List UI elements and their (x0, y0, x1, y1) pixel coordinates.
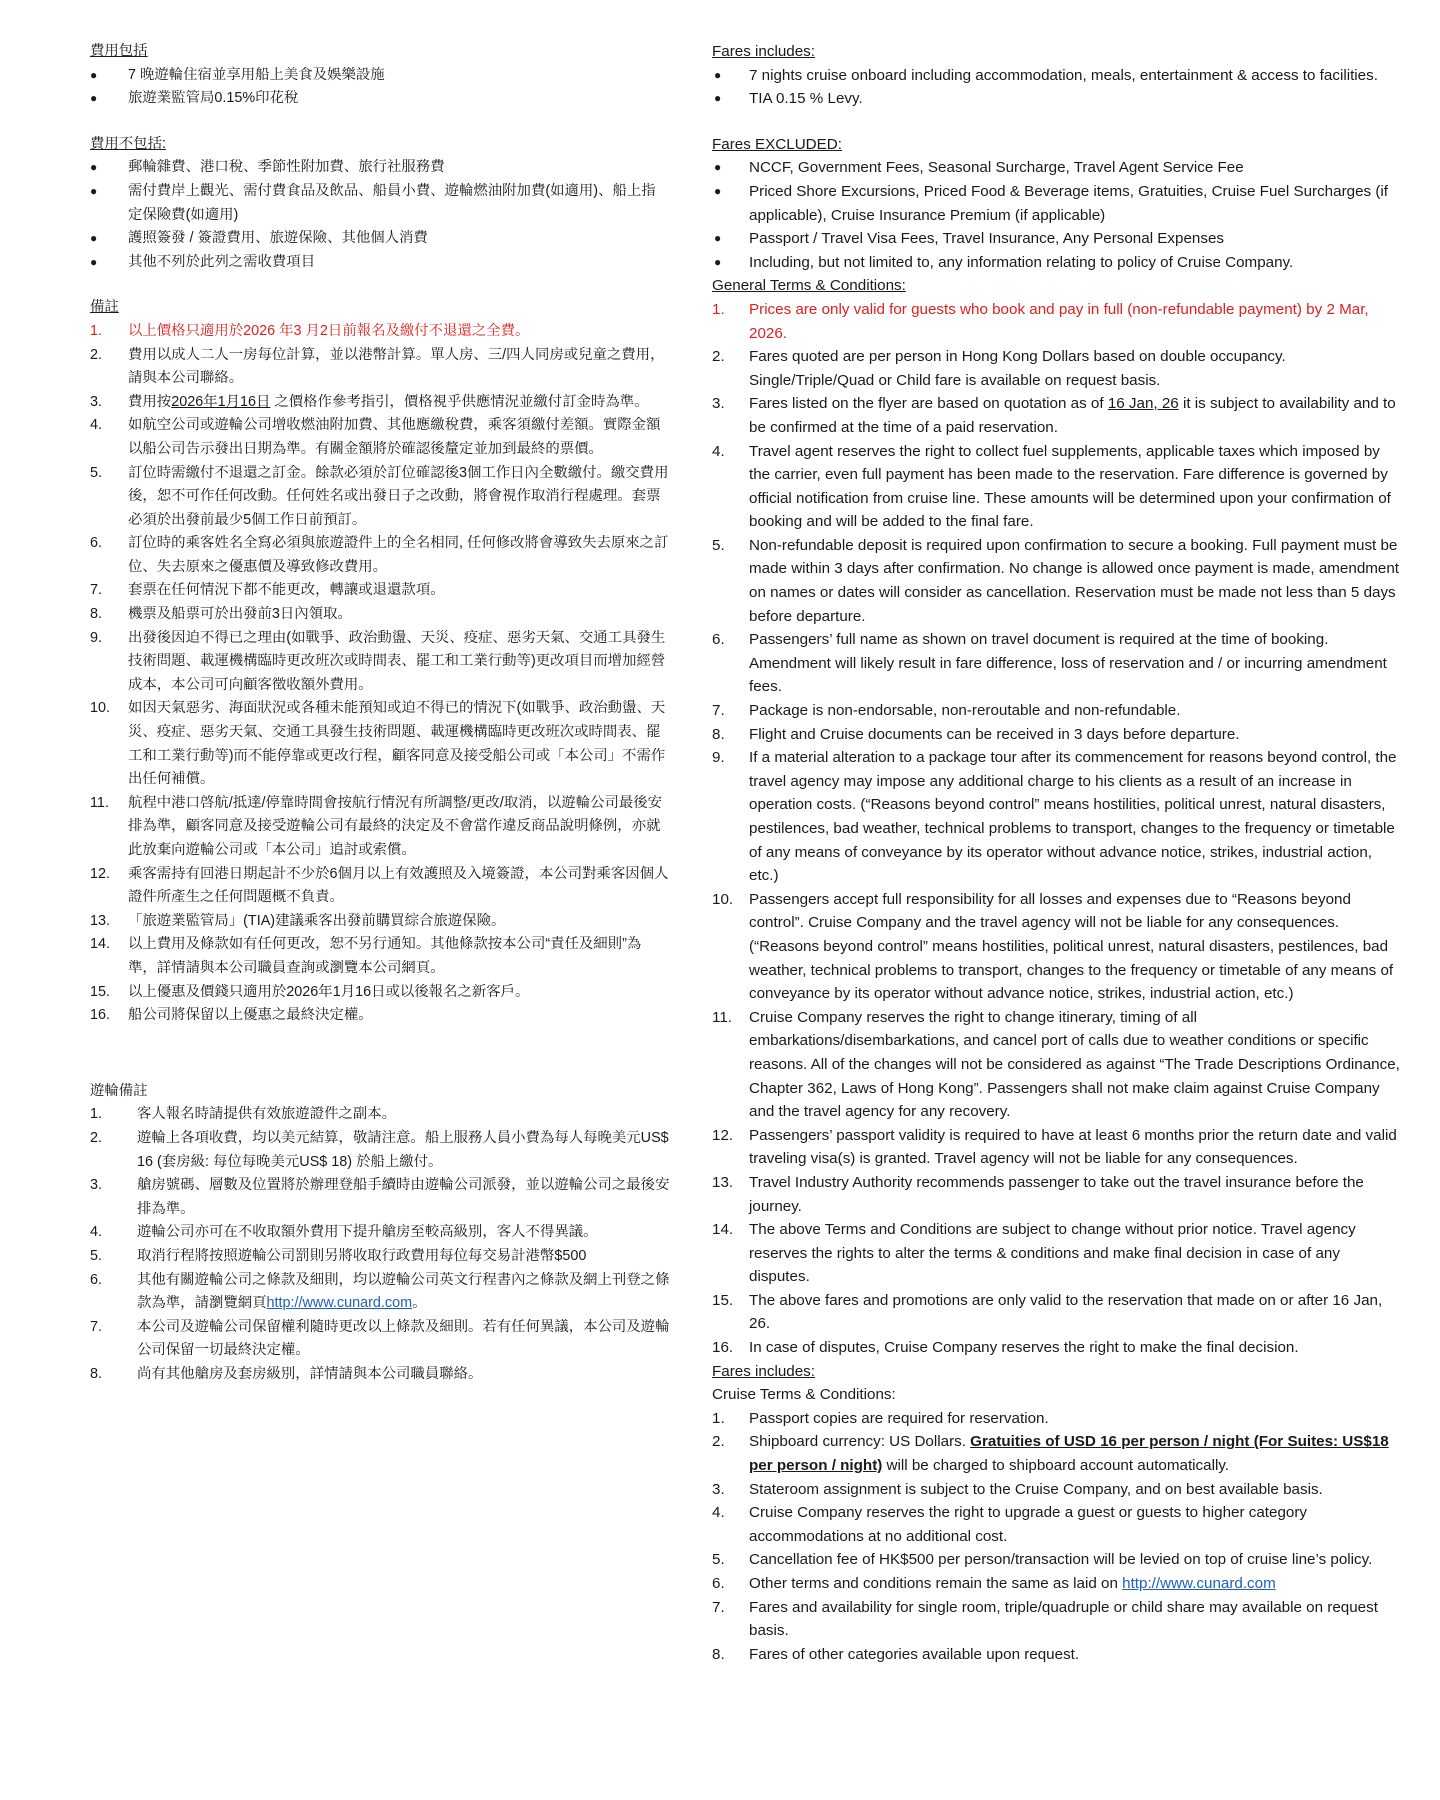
list-item: 4. Travel agent reserves the right to collect fuel supplements, applicable taxes which imposed by the carrier, even full payment has been made to the reservation. Fare difference is governed by official notification from cruise line. These amounts will be determined upon your confirmation of booking and will be added to the final fare. (712, 442, 1391, 531)
date-underlined: 16 Jan, 26 (1107, 395, 1179, 413)
list-item: 6. 其他有關遊輪公司之條款及細則，均以遊輪公司英文行程書內之條款及網上刊登之條款為準，請瀏覽網頁http://www.cunard.com。 (90, 1271, 670, 1312)
list-item: 12. 乘客需持有回港日期起計不少於6個月以上有效護照及入境簽證，本公司對乘客因個人證件所產生之任何問題概不負責。 (90, 865, 669, 906)
list-item: 4. 遊輪公司亦可在不收取額外費用下提升艙房至較高級別，客人不得異議。 (90, 1224, 598, 1241)
zh-notes-list (90, 320, 670, 1028)
zh-excludes-heading: 費用不包括: (90, 135, 166, 152)
en-excludes-heading: Fares EXCLUDED: (712, 135, 842, 153)
gratuities-highlight: Gratuities of USD 16 per person / night (For Suites: US$18 per person / night) (749, 1433, 1389, 1475)
list-item: ● 需付費岸上觀光、需付費食品及飲品、船員小費、遊輪燃油附加費(如適用)、船上指定保險費(如適用) (90, 180, 670, 227)
en-excludes-list (712, 156, 1402, 274)
list-item: 6. 訂位時的乘客姓名全寫必須與旅遊證件上的全名相同, 任何修改將會導致失去原來之訂位、失去原來之優惠價及導致修改費用。 (90, 535, 669, 575)
list-item: 15. 以上優惠及價錢只適用於2026年1月16日或以後報名之新客戶。 (90, 983, 530, 1000)
list-item: ● 旅遊業監管局0.15%印花稅 (90, 87, 670, 111)
list-item: 8. Flight and Cruise documents can be received in 3 days before departure. (712, 725, 1240, 743)
list-item: 1. Passport copies are required for reservation. (712, 1409, 1049, 1427)
list-item: 10. Passengers accept full responsibility for all losses and expenses due to “Reasons beyond control”. Cruise Company and the travel agency will not be liable for any consequences. (“Reasons beyond control” means hostilities, political unrest, natural disasters, pestilences, bad weather, technical problems to transport, changes to the frequency or timetable of any means of conveyance by its operator without advance notice, strikes, industrial action, etc.) (712, 890, 1394, 1003)
list-item: 15. The above fares and promotions are only valid to the reservation that made on or after 16 Jan, 26. (712, 1291, 1383, 1333)
list-item: 4. Cruise Company reserves the right to upgrade a guest or guests to higher category accommodations at no additional cost. (712, 1504, 1308, 1545)
list-item: 14. The above Terms and Conditions are subject to change without prior notice. Travel agency reserves the rights to alter the terms & conditions and make final decision in case of any disputes. (712, 1221, 1356, 1286)
list-item: 6. Other terms and conditions remain the same as laid on http://www.cunard.com (712, 1575, 1276, 1592)
list-item: 11. 航程中港口啓航/抵達/停靠時間會按航行情況有所調整/更改/取消，以遊輪公司最後安排為準，顧客同意及接受遊輪公司有最終的決定及不會當作違反商品說明條例，亦就此放棄向遊輪公司或「本公司」追討或索償。 (90, 794, 663, 858)
list-item: 12. Passengers’ passport validity is required to have at least 6 months prior the return date and valid traveling visa(s) is granted. Travel agency will not be liable for any consequences. (712, 1126, 1397, 1168)
zh-cruise-heading: 遊輪備註 (90, 1082, 148, 1099)
list-item: 1. 客人報名時請提供有效旅遊證件之副本。 (90, 1106, 397, 1123)
zh-notes-heading: 備註 (90, 299, 119, 316)
list-item: 6. Passengers’ full name as shown on travel document is required at the time of booking. Amendment will likely result in fare difference, loss of reservation and / or incurring amendment fees. (712, 631, 1387, 696)
cunard-link[interactable]: http://www.cunard.com (266, 1295, 413, 1312)
zh-excludes-list (90, 156, 670, 274)
list-item: 5. 取消行程將按照遊輪公司罰則另將收取行政費用每位每交易計港幣$500 (90, 1247, 587, 1264)
list-item: 1. 以上價格只適用於2026 年3 月2日前報名及繳付不退還之全費。 (90, 322, 530, 339)
list-item: 2. 費用以成人二人一房每位計算，並以港幣計算。單人房、三/四人同房或兒童之費用，請與本公司聯絡。 (90, 346, 665, 387)
list-item: 8. 機票及船票可於出發前3日內領取。 (90, 606, 352, 623)
list-item: 16. 船公司將保留以上優惠之最終決定權。 (90, 1007, 373, 1024)
list-item: ● Priced Shore Excursions, Priced Food & Beverage items, Gratuities, Cruise Fuel Surcharges (if applicable), Cruise Insurance Premium (if applicable) (712, 180, 1402, 227)
list-item: 13. Travel Industry Authority recommends passenger to take out the travel insurance before the journey. (712, 1173, 1364, 1215)
list-item: 5. Cancellation fee of HK$500 per person/transaction will be levied on top of cruise line’s policy. (712, 1551, 1373, 1569)
zh-cruise-list (90, 1103, 670, 1386)
list-item: 2. Shipboard currency: US Dollars. Gratuities of USD 16 per person / night (For Suites: US$18 per person / night) will be charged to shipboard account automatically. (712, 1433, 1389, 1475)
list-item: 8. Fares of other categories available upon request. (712, 1645, 1080, 1663)
list-item: 2. Fares quoted are per person in Hong Kong Dollars based on double occupancy. Single/Triple/Quad or Child fare is available on request basis. (712, 348, 1286, 389)
list-item: 5. Non-refundable deposit is required upon confirmation to secure a booking. Full payment must be made within 3 days after confirmation. No change is allowed once payment is made, amendment on names or dates will consider as cancellation. Reservation must be made not less than 5 days before departure. (712, 536, 1400, 625)
en-terms-list (712, 298, 1402, 1360)
list-item: 9. If a material alteration to a package tour after its commencement for reasons beyond control, the travel agency may impose any additional charge to his clients as a result of an increase in operation costs. (“Reasons beyond control” means hostilities, political unrest, natural disasters, pestilences, bad weather, technical problems to transport, changes to the frequency or timetable of any means of conveyance by its operator without advance notice, strikes, industrial action, etc.) (712, 749, 1397, 885)
list-item: ● 郵輪雜費、港口稅、季節性附加費、旅行社服務費 (90, 156, 670, 180)
list-item: 3. Stateroom assignment is subject to the Cruise Company, and on best available basis. (712, 1480, 1323, 1498)
list-item: 7. Package is non-endorsable, non-reroutable and non-refundable. (712, 702, 1181, 720)
english-column (712, 40, 1402, 1666)
list-item: 7. 套票在任何情況下都不能更改，轉讓或退還款項。 (90, 582, 445, 599)
en-cruise-list (712, 1407, 1402, 1667)
list-item: 13. 「旅遊業監管局」(TIA)建議乘客出發前購買綜合旅遊保險。 (90, 912, 506, 929)
chinese-column (90, 40, 670, 1386)
zh-includes-heading: 費用包括 (90, 43, 148, 59)
list-item: 3. Fares listed on the flyer are based on quotation as of 16 Jan, 26 it is subject to availability and to be confirmed at the time of a paid reservation. (712, 395, 1396, 436)
list-item: ● 其他不列於此列之需收費項目 (90, 251, 670, 275)
list-item: 3. 費用按2026年1月16日 之價格作參考指引，價格視乎供應情況並繳付訂金時為準。 (90, 393, 649, 410)
list-item: ● TIA 0.15 % Levy. (712, 87, 1402, 111)
list-item: 9. 出發後因迫不得已之理由(如戰爭、政治動盪、天災、疫症、惡劣天氣、交通工具發生技術問題、載運機構臨時更改班次或時間表、罷工和工業行動等)更改項目而增加經營成本，本公司可向顧客徵收額外費用。 (90, 629, 666, 693)
en-includes-heading: Fares includes: (712, 43, 815, 60)
zh-includes-list (90, 64, 670, 111)
list-item: 8. 尚有其他艙房及套房級別，詳情請與本公司職員聯絡。 (90, 1365, 483, 1382)
en-fares-heading-2: Fares includes: (712, 1362, 815, 1380)
list-item: 14. 以上費用及條款如有任何更改，恕不另行通知。其他條款按本公司“責任及細則”為準，詳情請與本公司職員查詢或瀏覽本公司網頁。 (90, 936, 642, 976)
en-cruise-heading: Cruise Terms & Conditions: (712, 1386, 896, 1404)
list-item: 7. 本公司及遊輪公司保留權利隨時更改以上條款及細則。若有任何異議，本公司及遊輪公司保留一切最終決定權。 (90, 1318, 670, 1359)
list-item: ● 7 nights cruise onboard including accommodation, meals, entertainment & access to facilities. (712, 64, 1402, 88)
list-item: 7. Fares and availability for single room, triple/quadruple or child share may available on request basis. (712, 1598, 1378, 1640)
list-item: 3. 艙房號碼、層數及位置將於辦理登船手續時由遊輪公司派發，並以遊輪公司之最後安排為準。 (90, 1177, 670, 1217)
list-item: ● Including, but not limited to, any information relating to policy of Cruise Company. (712, 251, 1402, 275)
list-item: 10. 如因天氣惡劣、海面狀況或各種未能預知或迫不得已的情況下(如戰爭、政治動盪、天災、疫症、惡劣天氣、交通工具發生技術問題、載運機構臨時更改班次或時間表、罷工和工業行動等)而不能停靠或更改行程，顧客同意及接受船公司或「本公司」不需作出任何補償。 (90, 700, 666, 788)
list-item: 16. In case of disputes, Cruise Company reserves the right to make the final decision. (712, 1339, 1299, 1357)
list-item: 4. 如航空公司或遊輪公司增收燃油附加費、其他應繳稅費，乘客須繳付差額。實際金額以船公司告示發出日期為準。有關金額將於確認後釐定並加到最終的票價。 (90, 417, 661, 457)
list-item: ● NCCF, Government Fees, Seasonal Surcharge, Travel Agent Service Fee (712, 156, 1402, 180)
list-item: 5. 訂位時需繳付不退還之訂金。餘款必須於訂位確認後3個工作日內全數繳付。繳交費用後，恕不可作任何改動。任何姓名或出發日子之改動，將會視作取消行程處理。套票必須於出發前最少5個工作日前預訂。 (90, 464, 669, 528)
list-item: ● 7 晚遊輪住宿並享用船上美食及娛樂設施 (90, 64, 670, 88)
en-includes-list (712, 64, 1402, 111)
list-item: 1. Prices are only valid for guests who book and pay in full (non-refundable payment) by 2 Mar, 2026. (712, 300, 1369, 342)
cunard-link[interactable]: http://www.cunard.com (1122, 1575, 1276, 1592)
list-item: 11. Cruise Company reserves the right to change itinerary, timing of all embarkations/disembarkations, and cancel port of calls due to weather conditions or specific reasons. All of the changes will not be considered as against “The Trade Descriptions Ordinance, Chapter 362, Laws of Hong Kong”. Passengers shall not make claim against Cruise Company and the travel agency for any recovery. (712, 1008, 1400, 1121)
en-terms-heading: General Terms & Conditions: (712, 277, 906, 295)
list-item: ● 護照簽發 / 簽證費用、旅遊保險、其他個人消費 (90, 227, 670, 251)
list-item: 2. 遊輪上各項收費，均以美元結算，敬請注意。船上服務人員小費為每人每晚美元US$ 16 (套房級: 每位每晚美元US$ 18) 於船上繳付。 (90, 1129, 669, 1170)
list-item: ● Passport / Travel Visa Fees, Travel Insurance, Any Personal Expenses (712, 227, 1402, 251)
date-underlined: 2026年1月16日 (171, 393, 271, 410)
